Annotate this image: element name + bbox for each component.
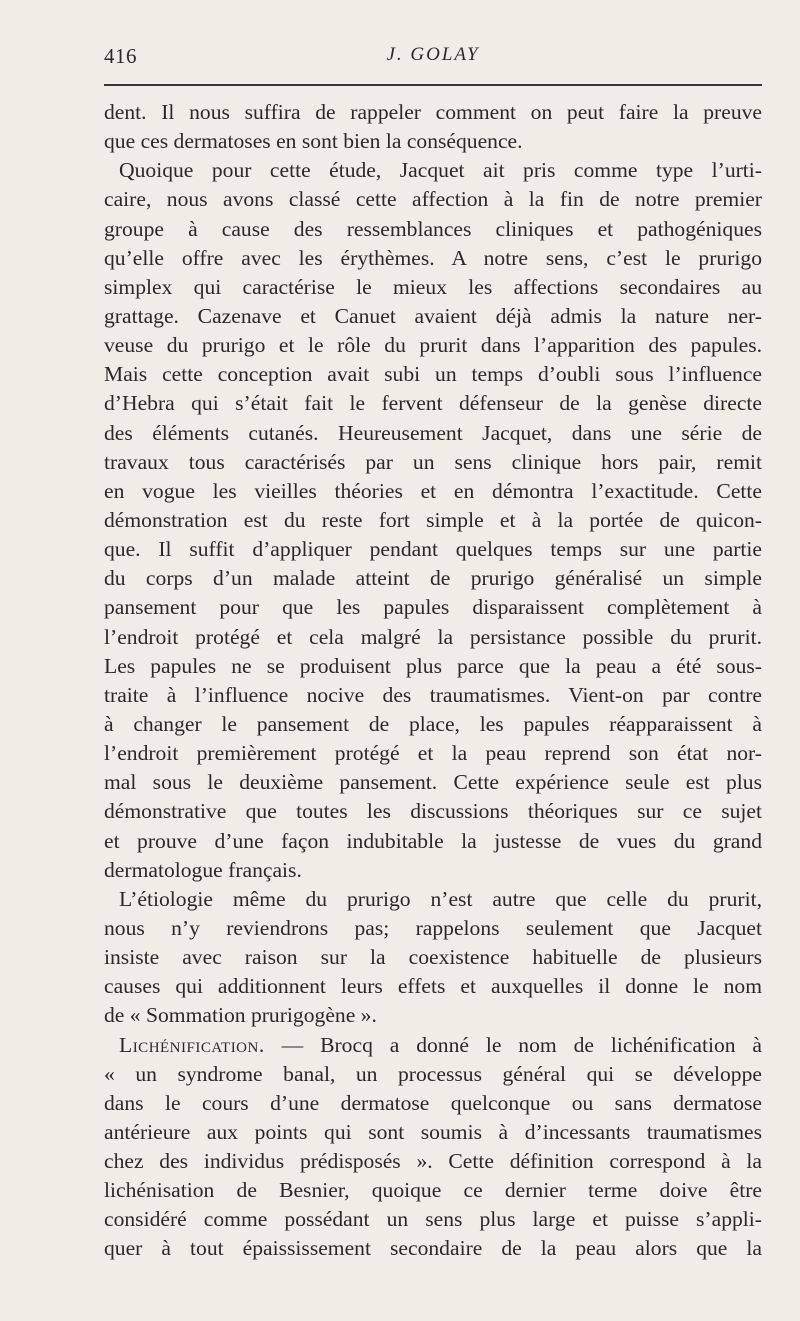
- text-line: des éléments cutanés. Heureusement Jacquet, dans une série de: [104, 420, 762, 445]
- text-line: groupe à cause des ressemblances cliniques et pathogéniques: [104, 216, 762, 241]
- text-line: qu’elle offre avec les érythèmes. A notre sens, c’est le prurigo: [104, 245, 762, 270]
- text-line: que. Il suffit d’appliquer pendant quelques temps sur une partie: [104, 537, 762, 562]
- text-line: travaux tous caractérisés par un sens clinique hors pair, remit: [104, 449, 762, 474]
- text-line: du corps d’un malade atteint de prurigo généralisé un simple: [104, 566, 762, 591]
- header-rule: [104, 84, 762, 86]
- text-line: insiste avec raison sur la coexistence habituelle de plusieurs: [104, 945, 762, 970]
- text-line: l’endroit protégé et cela malgré la persistance possible du prurit.: [104, 624, 762, 649]
- text-line: causes qui additionnent leurs effets et auxquelles il donne le nom: [104, 974, 762, 999]
- text-line: lichénisation de Besnier, quoique ce dernier terme doive être: [104, 1178, 762, 1203]
- text-line: Quoique pour cette étude, Jacquet ait pris comme type l’urti-: [119, 158, 762, 183]
- text-line: pansement pour que les papules disparaissent complètement à: [104, 595, 762, 620]
- text-line: L’étiologie même du prurigo n’est autre que celle du prurit,: [119, 886, 762, 911]
- text-line: nous n’y reviendrons pas; rappelons seulement que Jacquet: [104, 915, 762, 940]
- text-line: caire, nous avons classé cette affection à la fin de notre premier: [104, 187, 762, 212]
- text-line: grattage. Cazenave et Canuet avaient déjà admis la nature ner-: [104, 303, 762, 328]
- body-text: [104, 98, 762, 1264]
- text-line: considéré comme possédant un sens plus large et puisse s’appli-: [104, 1207, 762, 1232]
- text-line: quer à tout épaississement secondaire de la peau alors que la: [104, 1236, 762, 1261]
- text-line: simplex qui caractérise le mieux les affections secondaires au: [104, 274, 762, 299]
- text-line: Mais cette conception avait subi un temps d’oubli sous l’influence: [104, 362, 762, 387]
- text-line: chez des individus prédisposés ». Cette définition correspond à la: [104, 1149, 762, 1174]
- text-line: veuse du prurigo et le rôle du prurit dans l’apparition des papules.: [104, 333, 762, 358]
- text-line: dent. Il nous suffira de rappeler comment on peut faire la preuve: [104, 100, 762, 124]
- text-line: en vogue les vieilles théories et en démontra l’exactitude. Cette: [104, 478, 762, 503]
- text-line: Les papules ne se produisent plus parce que la peau a été sous-: [104, 653, 762, 678]
- page-number: 416: [104, 44, 137, 68]
- text-line: que ces dermatoses en sont bien la conséquence.: [104, 129, 523, 154]
- text-run: — Brocq a donné le nom de lichénification à: [281, 1032, 762, 1057]
- section-heading: Lichénification.: [119, 1032, 265, 1057]
- text-line: de « Sommation prurigogène ».: [104, 1003, 377, 1028]
- text-line: l’endroit premièrement protégé et la peau reprend son état nor-: [104, 741, 762, 766]
- text-line: démonstration est du reste fort simple et à la portée de quicon-: [104, 507, 762, 532]
- text-line: démonstrative que toutes les discussions théoriques sur ce sujet: [104, 799, 762, 824]
- text-line: et prouve d’une façon indubitable la justesse de vues du grand: [104, 828, 762, 853]
- text-line: traite à l’influence nocive des traumatismes. Vient-on par contre: [104, 682, 762, 707]
- section-line: [104, 1031, 762, 1060]
- text-line: dermatologue français.: [104, 857, 302, 882]
- text-line: antérieure aux points qui sont soumis à d’incessants traumatismes: [104, 1119, 762, 1144]
- running-head: [104, 44, 762, 74]
- text-line: mal sous le deuxième pansement. Cette expérience seule est plus: [104, 770, 762, 795]
- text-line: à changer le pansement de place, les papules réapparaissent à: [104, 711, 762, 736]
- text-line: d’Hebra qui s’était fait le fervent défenseur de la genèse directe: [104, 391, 762, 416]
- text-line: dans le cours d’une dermatose quelconque ou sans dermatose: [104, 1090, 762, 1115]
- running-title: J. GOLAY: [386, 44, 480, 65]
- text-line: « un syndrome banal, un processus général qui se développe: [104, 1061, 762, 1086]
